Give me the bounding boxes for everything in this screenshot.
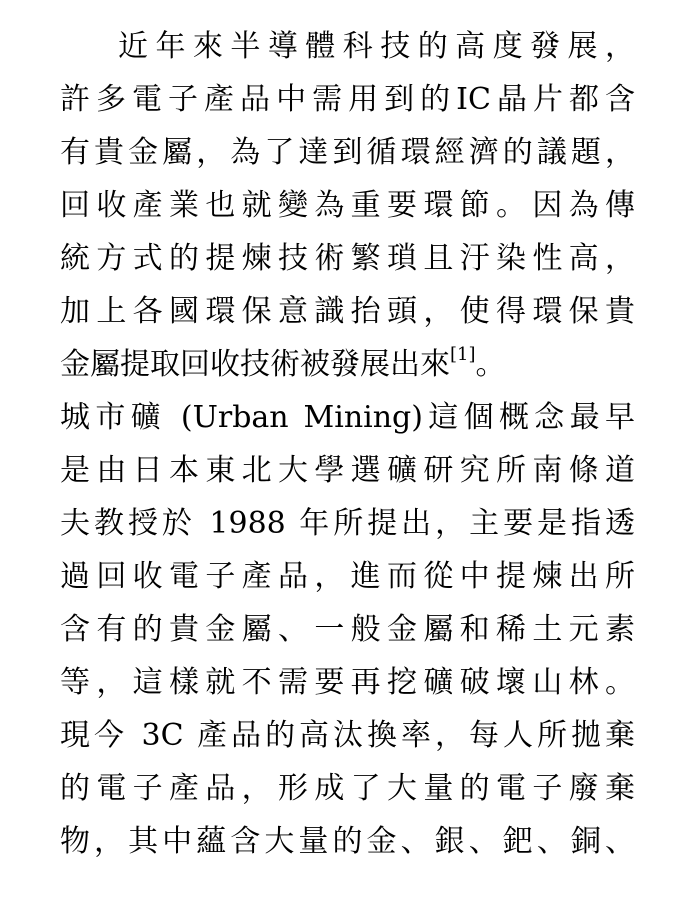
text-line: 回收產業也就變為重要環節。因為傳 xyxy=(60,188,635,223)
text-line: 許多電子產品中需用到的IC晶片都含 xyxy=(60,82,635,117)
text-line-with-footnote xyxy=(60,345,635,385)
text-line: 等，這樣就不需要再挖礦破壞山林。 xyxy=(60,665,635,700)
text-line: 加上各國環保意識抬頭，使得環保貴 xyxy=(60,294,635,329)
text-line: 過回收電子產品，進而從中提煉出所 xyxy=(60,559,635,594)
footnote-reference[interactable]: [1] xyxy=(450,344,476,365)
text-line: 近年來半導體科技的高度發展， xyxy=(118,29,635,64)
text-line: 現今 3C 產品的高汰換率，每人所拋棄 xyxy=(60,718,635,753)
text-line: 城市礦 (Urban Mining)這個概念最早 xyxy=(60,400,635,435)
sentence-ending: 。 xyxy=(475,347,506,382)
text-line: 統方式的提煉技術繁瑣且汙染性高， xyxy=(60,241,635,276)
text-line: 含有的貴金屬、一般金屬和稀土元素 xyxy=(60,612,635,647)
text-line: 金屬提取回收技術被發展出來 xyxy=(60,347,450,382)
text-line: 有貴金屬，為了達到循環經濟的議題， xyxy=(60,135,635,170)
text-line: 是由日本東北大學選礦研究所南條道 xyxy=(60,453,635,488)
text-line: 的電子產品，形成了大量的電子廢棄 xyxy=(60,771,635,806)
text-line: 物，其中蘊含大量的金、銀、鈀、銅、 xyxy=(60,824,635,859)
text-line: 夫教授於 1988 年所提出，主要是指透 xyxy=(60,506,635,541)
